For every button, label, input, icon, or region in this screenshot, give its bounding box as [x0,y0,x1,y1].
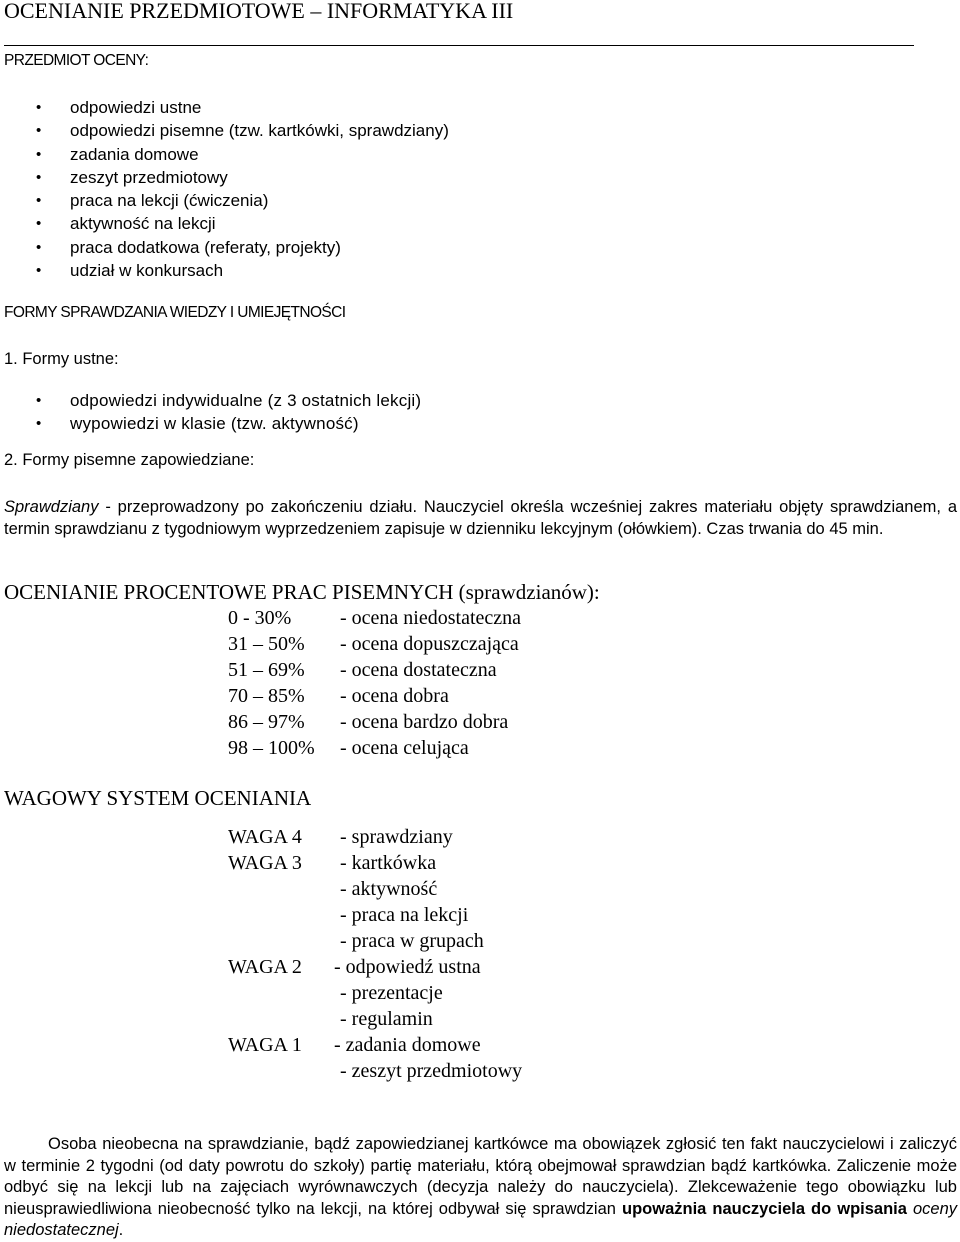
bullet-icon: • [36,168,42,186]
weight-item: - kartkówka [340,852,437,874]
weight-row [228,876,522,902]
grade-row [228,631,521,657]
grade-row [228,605,521,631]
grade-scale-table [228,605,521,761]
bullet-icon: • [36,415,42,433]
list-item: • wypowiedzi w klasie (tzw. aktywność) [0,412,421,435]
grade-range: 31 – 50% [228,633,305,655]
weight-label: WAGA 4 [228,826,302,848]
grade-label: - ocena dopuszczająca [340,633,519,655]
weight-row [228,1032,522,1058]
weight-row [228,980,522,1006]
grade-label: - ocena dobra [340,685,449,707]
list-item: • odpowiedzi ustne [0,96,449,119]
absence-bold: upoważnia nauczyciela do wpisania [622,1199,907,1218]
bullet-icon: • [36,192,42,210]
weight-item: - zadania domowe [334,1034,481,1056]
weight-item: - zeszyt przedmiotowy [340,1060,523,1082]
bullet-icon: • [36,99,42,116]
grade-row [228,709,521,735]
weight-label: WAGA 3 [228,852,302,874]
bullet-icon: • [36,122,42,140]
absence-italic: oceny niedostatecznej [4,1199,957,1240]
list-item: • praca dodatkowa (referaty, projekty) [0,236,449,259]
grade-range: 70 – 85% [228,685,305,707]
list-item: • odpowiedzi indywidualne (z 3 ostatnich lekcji) [0,389,421,412]
bullet-icon: • [36,262,42,280]
list-item: • zeszyt przedmiotowy [0,166,449,189]
weight-item: - prezentacje [340,982,443,1004]
forms-heading: FORMY SPRAWDZANIA WIEDZY I UMIEJĘTNOŚCI [4,304,346,321]
grade-label: - ocena bardzo dobra [340,711,509,733]
weight-item: - praca na lekcji [340,904,469,926]
bullet-icon: • [36,238,42,256]
grade-label: - ocena dostateczna [340,659,497,681]
weight-system-heading: WAGOWY SYSTEM OCENIANIA [4,786,312,810]
bullet-icon: • [36,215,42,233]
grade-label: - ocena celująca [340,737,469,759]
weight-item: - sprawdziany [340,826,453,848]
weight-item: - praca w grupach [340,930,484,952]
subject-items-list [0,96,449,282]
grade-range: 86 – 97% [228,711,305,733]
written-lead: Sprawdziany [4,498,99,516]
list-item: • praca na lekcji (ćwiczenia) [0,189,449,212]
list-item: • odpowiedzi pisemne (tzw. kartkówki, sprawdziany) [0,119,449,142]
written-forms-heading: 2. Formy pisemne zapowiedziane: [4,451,255,469]
written-text: - przeprowadzony po zakończeniu działu. Nauczyciel określa wcześniej zakres materiału objęty sprawdzianem, a termin sprawdzianu z tygodniowym wyprzedzeniem zapisuje w dzienniku lekcyjnym (ołówkiem). Czas trwania do 45 min. [4,498,957,538]
list-item: • udział w konkursach [0,259,449,282]
grade-range: 51 – 69% [228,659,305,681]
grade-label: - ocena niedostateczna [340,607,522,629]
subject-heading: PRZEDMIOT OCENY: [4,52,149,69]
list-item: • zadania domowe [0,143,449,166]
weight-row [228,954,522,980]
oral-forms-heading: 1. Formy ustne: [4,350,119,368]
written-forms-paragraph [4,496,957,540]
percent-grading-heading: OCENIANIE PROCENTOWE PRAC PISEMNYCH (sprawdzianów): [4,580,600,604]
weight-row [228,928,522,954]
grade-row [228,683,521,709]
weight-item: - aktywność [340,878,438,900]
weight-item: - odpowiedź ustna [334,956,481,978]
weight-table [228,824,522,1084]
weight-row [228,824,522,850]
bullet-icon: • [36,145,42,163]
weight-label: WAGA 1 [228,1034,302,1056]
weight-item: - regulamin [340,1008,433,1030]
weight-label: WAGA 2 [228,956,302,978]
weight-row [228,1006,522,1032]
grade-range: 98 – 100% [228,737,315,759]
oral-forms-list [0,389,421,436]
weight-row [228,902,522,928]
weight-row [228,850,522,876]
document-title: OCENIANIE PRZEDMIOTOWE – INFORMATYKA III [4,0,514,23]
list-item: • aktywność na lekcji [0,212,449,235]
grade-range: 0 - 30% [228,607,292,629]
grade-row [228,657,521,683]
grade-row [228,735,521,761]
weight-row [228,1058,522,1084]
bullet-icon: • [36,392,42,409]
title-underline [4,45,914,46]
absence-paragraph: Osoba nieobecna na sprawdzianie, bądź zapowiedzianej kartkówce ma obowiązek zgłosić ten fakt nauczycielowi i zaliczyć w terminie 2 tygodni (od daty powrotu do szkoły) partię materiału, którą obejmował sprawdzian bądź kartkówka. Zaliczenie może odbyć się na lekcji lub na zajęciach wyrównawczych (decyzja należy do nauczyciela). Zlekceważenie tego obowiązku lub nieusprawiedliwiona nieobecność tylko na lekcji, na której odbywał się sprawdzian upoważnia nauczyciela do wpisania oceny niedostatecznej. [4,1135,957,1240]
